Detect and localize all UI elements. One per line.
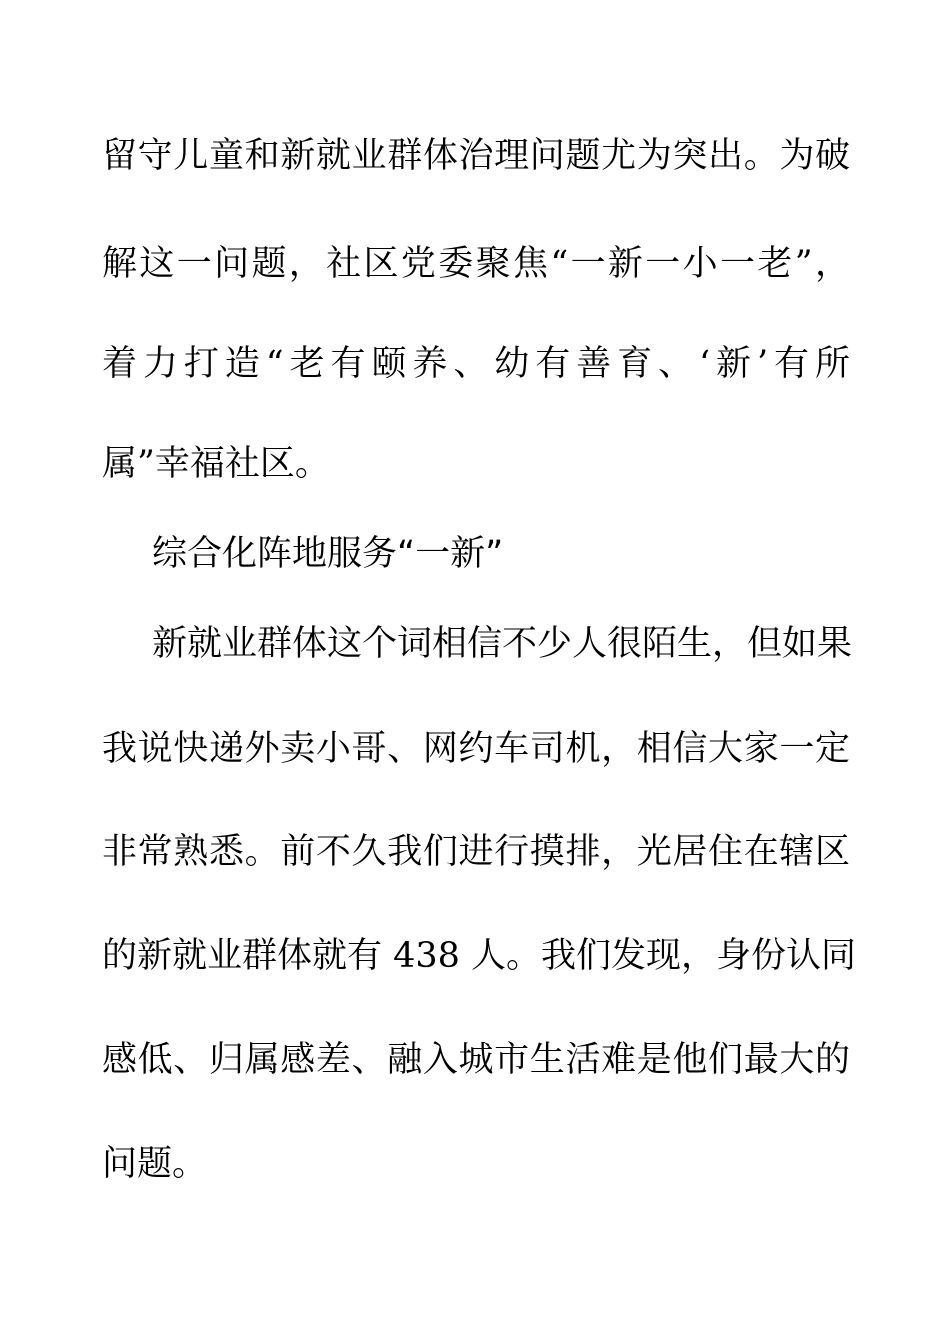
paragraph-2-line-3: 非常熟悉。前不久我们进行摸排，光居住在辖区 xyxy=(102,832,850,872)
paragraph-1-line-2: 解这一问题，社区党委聚焦“一新一小一老”， xyxy=(102,244,850,284)
paragraph-1-line-3: 着力打造“老有颐养、幼有善育、‘新’有所 xyxy=(102,344,850,384)
section-heading: 综合化阵地服务“一新” xyxy=(152,534,504,574)
paragraph-2-line-5: 感低、归属感差、融入城市生活难是他们最大的 xyxy=(102,1040,850,1080)
paragraph-1-line-4: 属”幸福社区。 xyxy=(102,444,330,484)
paragraph-2-line-2: 我说快递外卖小哥、网约车司机，相信大家一定 xyxy=(102,729,850,769)
paragraph-2-line-1: 新就业群体这个词相信不少人很陌生，但如果 xyxy=(152,624,853,664)
paragraph-2-line-4: 的新就业群体就有 438 人。我们发现，身份认同 xyxy=(102,936,857,976)
paragraph-1-line-1: 留守儿童和新就业群体治理问题尤为突出。为破 xyxy=(102,136,850,176)
paragraph-2-line-6: 问题。 xyxy=(102,1144,208,1184)
